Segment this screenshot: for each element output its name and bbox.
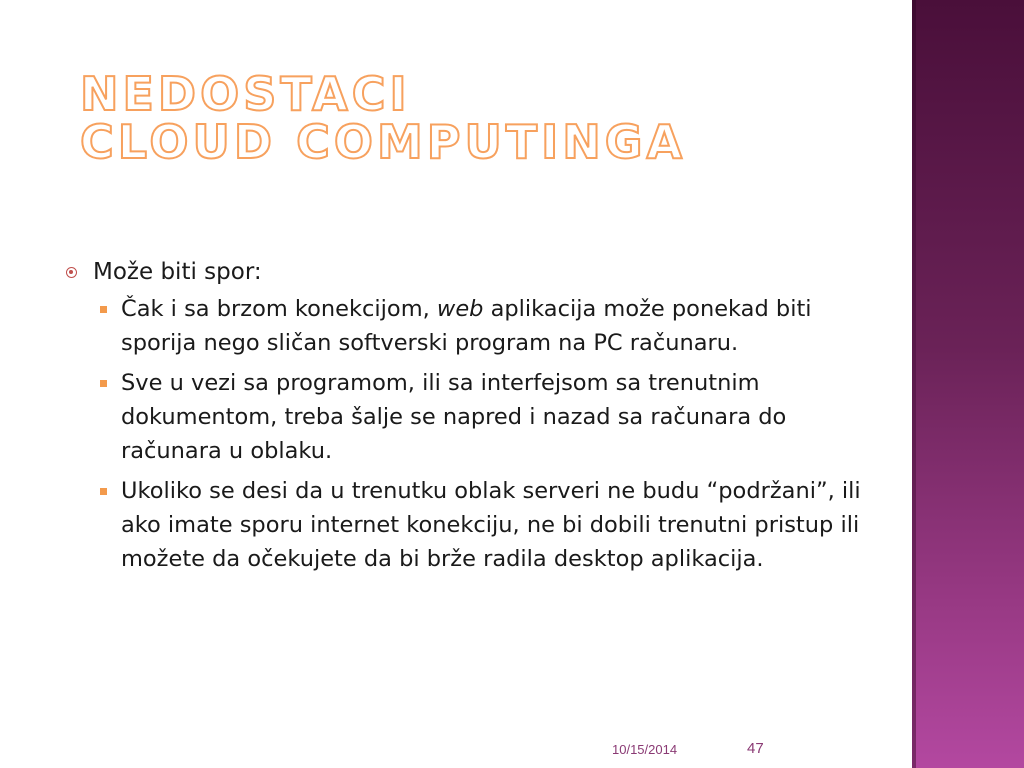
footer-date: 10/15/2014 <box>612 742 678 757</box>
sub-bullet-2-text: Sve u vezi sa programom, ili sa interfejsom sa trenutnim dokumentom, treba šalje se napred i nazad sa računara do računara u oblaku. <box>121 370 787 464</box>
sub-bullet-1-pre: Čak i sa brzom konekcijom, <box>121 296 437 322</box>
square-bullet-icon <box>98 292 121 326</box>
sub-bullet-3-text: Ukoliko se desi da u trenutku oblak serveri ne budu “podržani”, ili ako imate sporu internet konekciju, ne bi dobili trenutni pristup ili možete da očekujete da bi brže radila desktop aplikacija. <box>121 478 861 572</box>
sub-bullet-list <box>98 292 866 576</box>
title-line-2: CLOUD COMPUTINGA <box>80 115 687 170</box>
title-line-1: NEDOSTACI <box>80 67 411 121</box>
sub-bullet-1-text <box>121 292 866 360</box>
sub-bullet-1 <box>98 292 866 360</box>
square-bullet-icon <box>98 366 121 400</box>
side-panel-edge <box>912 0 916 768</box>
bullet-level1 <box>66 256 866 288</box>
sub-bullet-3 <box>98 474 866 576</box>
square-bullet-icon <box>98 474 121 508</box>
bullet-level1-text: Može biti spor: <box>93 259 262 285</box>
sub-bullet-2 <box>98 366 866 468</box>
sub-bullet-1-emphasis: web <box>436 296 484 322</box>
sub-bullet-1-post: aplikacija može ponekad biti sporija nego sličan softverski program na PC računaru. <box>121 296 812 356</box>
slide-number: 47 <box>747 740 764 757</box>
decorative-side-panel <box>912 0 1024 768</box>
slide-title <box>80 67 880 170</box>
slide-body <box>66 256 866 582</box>
circle-dot-bullet-icon <box>66 256 93 288</box>
